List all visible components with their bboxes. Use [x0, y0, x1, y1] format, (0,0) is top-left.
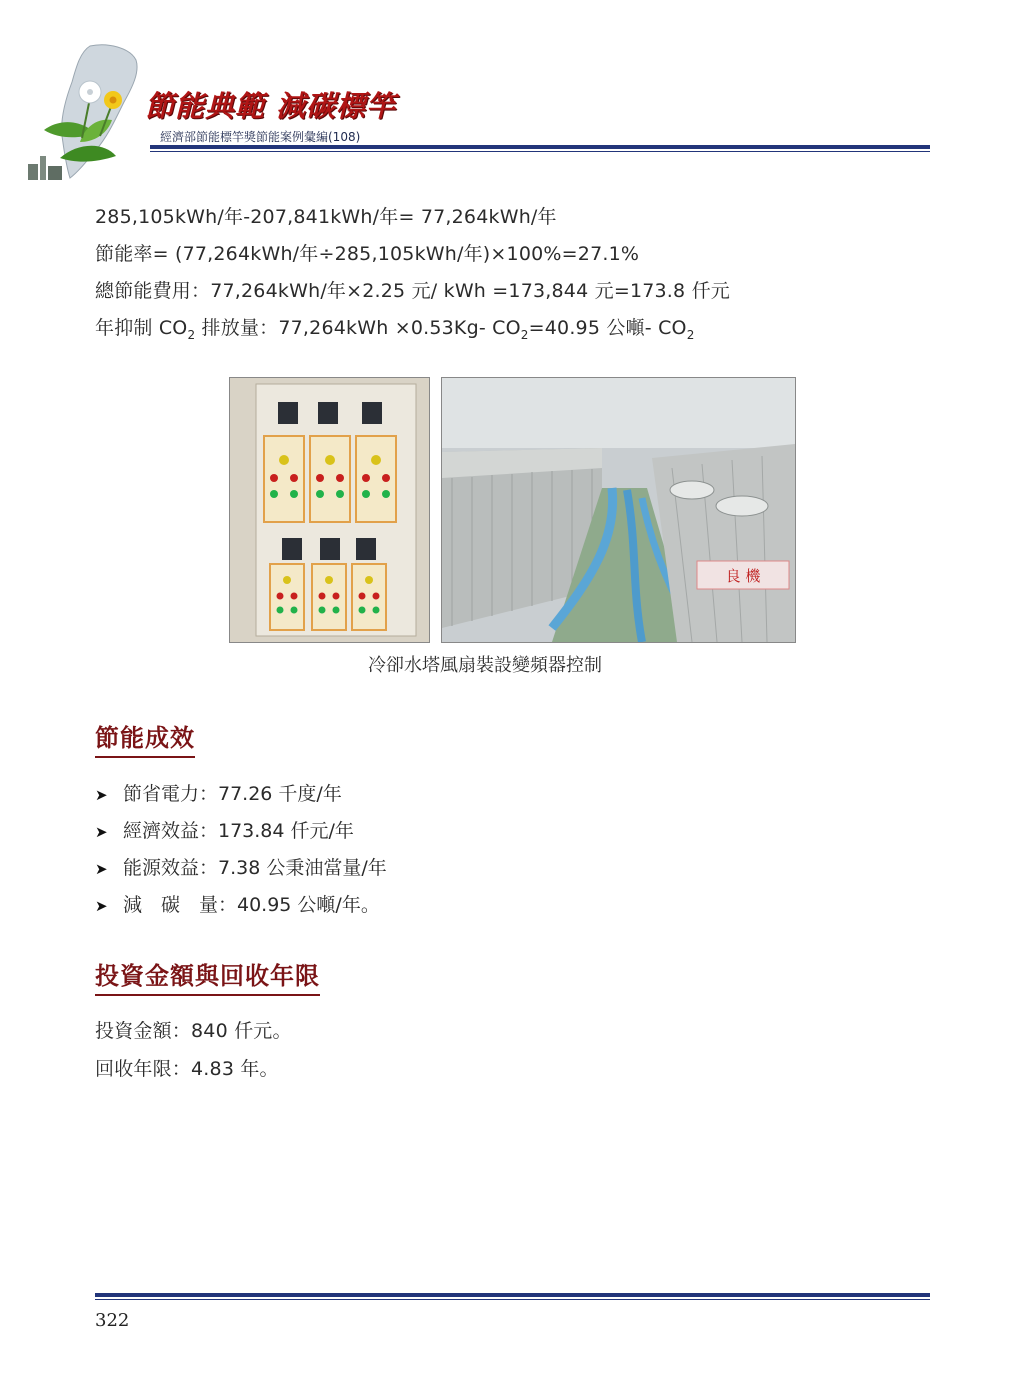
header-rule-thick [150, 145, 930, 149]
brand-subtitle: 經濟部節能標竿獎節能案例彙編(108) [160, 130, 361, 144]
payback-period: 回收年限：4.83 年。 [95, 1058, 279, 1080]
heading-energy-effect: 節能成效 [95, 718, 195, 758]
tower-sign-text: 良 機 [725, 567, 761, 585]
calc-line-cost: 總節能費用：77,264kWh/年×2.25 元/ kWh =173,844 元=173.8 仟元 [95, 280, 730, 302]
photo-control-panel [229, 377, 430, 643]
investment-amount: 投資金額：840 仟元。 [95, 1020, 292, 1042]
list-item: ➤ 節省電力：77.26 千度/年 [95, 783, 342, 805]
footer-rule-thick [95, 1293, 930, 1297]
calc-line-savings: 285,105kWh/年-207,841kWh/年= 77,264kWh/年 [95, 206, 557, 228]
footer-rule-thin [95, 1299, 930, 1300]
list-item: ➤ 減 碳 量：40.95 公噸/年。 [95, 894, 380, 916]
figure-caption: 冷卻水塔風扇裝設變頻器控制 [368, 655, 602, 676]
arrow-bullet-icon: ➤ [95, 823, 108, 841]
arrow-bullet-icon: ➤ [95, 786, 108, 804]
photo-cooling-towers [441, 377, 796, 643]
arrow-bullet-icon: ➤ [95, 860, 108, 878]
calc-line-rate: 節能率= (77,264kWh/年÷285,105kWh/年)×100%=27.1% [95, 243, 640, 265]
arrow-bullet-icon: ➤ [95, 897, 108, 915]
header-rule-thin [150, 151, 930, 152]
heading-investment: 投資金額與回收年限 [95, 956, 320, 996]
page-number: 322 [95, 1310, 130, 1331]
calc-line-co2: 年抑制 $CO_2$ 排放量：77,264kWh ×0.53Kg- $CO_2=40.95$ 公噸- $CO_2$ [95, 317, 695, 342]
taiwan-flower-logo-icon [20, 38, 160, 183]
list-item: ➤ 經濟效益：173.84 仟元/年 [95, 820, 354, 842]
list-item: ➤ 能源效益：7.38 公秉油當量/年 [95, 857, 387, 879]
brand-title: 節能典範 減碳標竿 [145, 89, 397, 123]
